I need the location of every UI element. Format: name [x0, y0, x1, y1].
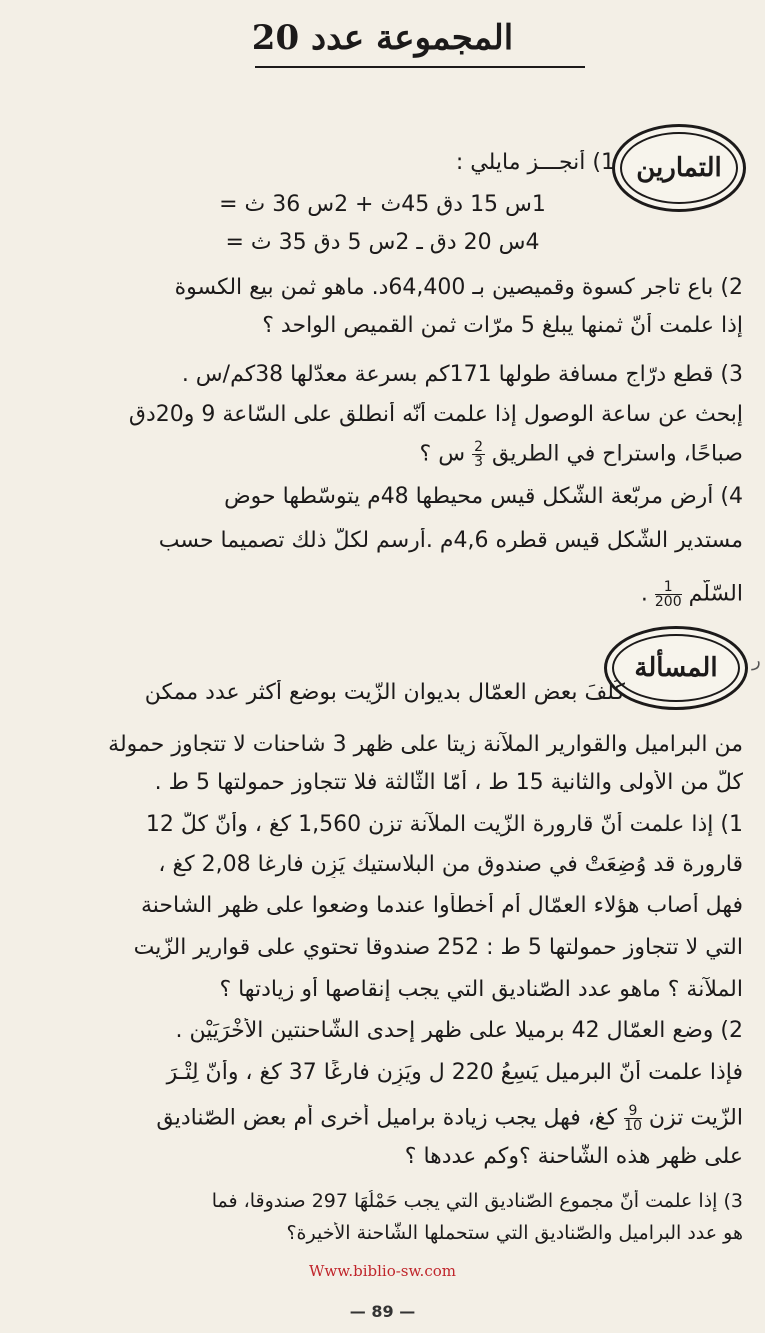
- problem-q2-line-3-end: كغ، فهل يجب زيادة براميل أخرى أم بعض الصّناديق: [156, 1105, 618, 1131]
- fraction-numerator: 2: [474, 440, 483, 455]
- fraction-numerator: 1: [655, 580, 682, 595]
- scan-artifact-mark: ر: [752, 650, 761, 671]
- problem-q1-line-5: الملآنة ؟ ماهو عدد الصّناديق التي يجب إنقاصها أو زيادتها ؟: [219, 977, 743, 1002]
- problem-q2-line-4: على ظهر هذه الشّاحنة ؟وكم عددها ؟: [404, 1144, 743, 1169]
- page-title: المجموعة عدد 20: [251, 18, 514, 58]
- problem-q2-line-2: فإذا علمت أنّ البرميل يَسِعُ 220 ل ويَزِن فارغًا 37 كغ ، وأنّ لِتْـرَ: [166, 1060, 743, 1085]
- problem-q3-line-2: هو عدد البراميل والصّناديق التي ستحملها الشّاحنة الأخيرة؟: [286, 1222, 743, 1244]
- footer-website-link[interactable]: Www.biblio-sw.com: [309, 1262, 456, 1280]
- fraction-denominator: 200: [654, 594, 682, 609]
- problem-badge-label: المسألة: [634, 653, 718, 683]
- page-number-value: 89: [371, 1302, 394, 1321]
- exercise-4-line-2: مستدير الشّكل قيس قطره 4,6م .أرسم لكلّ ذلك تصميما حسب: [158, 528, 743, 553]
- exercise-3-line-3: [28, 440, 743, 469]
- exercise-4-line-3-end: .: [640, 581, 648, 607]
- exercise-1-equation-1: 1س 15 دق 45ث + 2س 36 ث =: [219, 192, 546, 217]
- exercise-4-fraction: [655, 580, 682, 609]
- fraction-denominator: 3: [474, 454, 483, 469]
- problem-q2-fraction: [624, 1104, 642, 1133]
- problem-q1-line-2: قارورة قد وُضِعَتْ في صندوق من البلاستيك يَزِن فارغا 2,08 كغ ،: [158, 852, 743, 877]
- problem-intro-line-2: من البراميل والقوارير الملآنة زيتا على ظهر 3 شاحنات لا تتجاوز حمولة: [108, 732, 743, 757]
- problem-q2-line-1: 2) وضع العمّال 42 برميلا على ظهر إحدى الشّاحنتين الأُخْرَيَيْنِ .: [175, 1018, 743, 1043]
- exercise-3-line-1: 3) قطع درّاج مسافة طولها 171كم بسرعة معدّلها 38كم/س .: [181, 362, 743, 387]
- exercise-3-line-3-end: س ؟: [419, 441, 466, 467]
- problem-q2-line-3: [28, 1104, 743, 1133]
- problem-q3-line-1: 3) إذا علمت أنّ مجموع الصّناديق التي يجب حَمْلُهَا 297 صندوقا، فما: [211, 1190, 743, 1212]
- problem-q1-line-4: التي لا تتجاوز حمولتها 5 ط : 252 صندوقا تحتوي على قوارير الزّيت: [133, 935, 743, 960]
- exercise-1-equation-2: 4س 20 دق ـ 2س 5 دق 35 ث =: [225, 230, 540, 255]
- exercise-3-line-3-text: صباحًا، واستراح في الطريق: [492, 441, 743, 467]
- problem-q2-line-3-text: الزّيت تزن: [648, 1105, 743, 1131]
- problem-q1-line-1: 1) إذا علمت أنّ قارورة الزّيت الملآنة تزن 1,560 كغ ، وأنّ كلّ 12: [145, 812, 743, 837]
- fraction-denominator: 10: [624, 1118, 642, 1133]
- exercise-2-line-1: 2) باع تاجر كسوة وقميصين بـ 64,400د. ماهو ثمن بيع الكسوة: [174, 275, 743, 300]
- problem-intro-line-1: كُلِّفَ بعض العمّال بديوان الزّيت بوضع أكثر عدد ممكن: [144, 680, 625, 705]
- exercises-badge-label: التمارين: [636, 153, 722, 183]
- exercise-3-line-2: إبحث عن ساعة الوصول إذا علمت أنّه أنطلق على السّاعة 9 و20دق: [128, 402, 743, 427]
- exercise-4-line-1: 4) أرض مربّعة الشّكل قيس محيطها 48م يتوسّطها حوض: [224, 484, 743, 509]
- problem-intro-line-3: كلّ من الأولى والثانية 15 ط ، أمّا الثّالثة فلا تتجاوز حمولتها 5 ط .: [154, 770, 743, 795]
- fraction-numerator: 9: [624, 1104, 642, 1119]
- problem-q1-line-3: فهل أصاب هؤلاء العمّال أم أخطأوا عندما وضعوا على ظهر الشاحنة: [141, 893, 743, 918]
- exercise-2-line-2: إذا علمت أنّ ثمنها يبلغ 5 مرّات ثمن القميص الواحد ؟: [262, 313, 743, 338]
- exercise-4-line-3-text: السّلّم: [688, 581, 743, 607]
- exercise-3-fraction: [472, 440, 485, 469]
- exercise-1-intro: 1) أنجـــز مايلي :: [455, 150, 615, 175]
- title-underline: [255, 66, 585, 68]
- problem-badge: [604, 626, 748, 710]
- page-number: — 89 —: [349, 1302, 416, 1321]
- exercise-4-line-3: [28, 580, 743, 609]
